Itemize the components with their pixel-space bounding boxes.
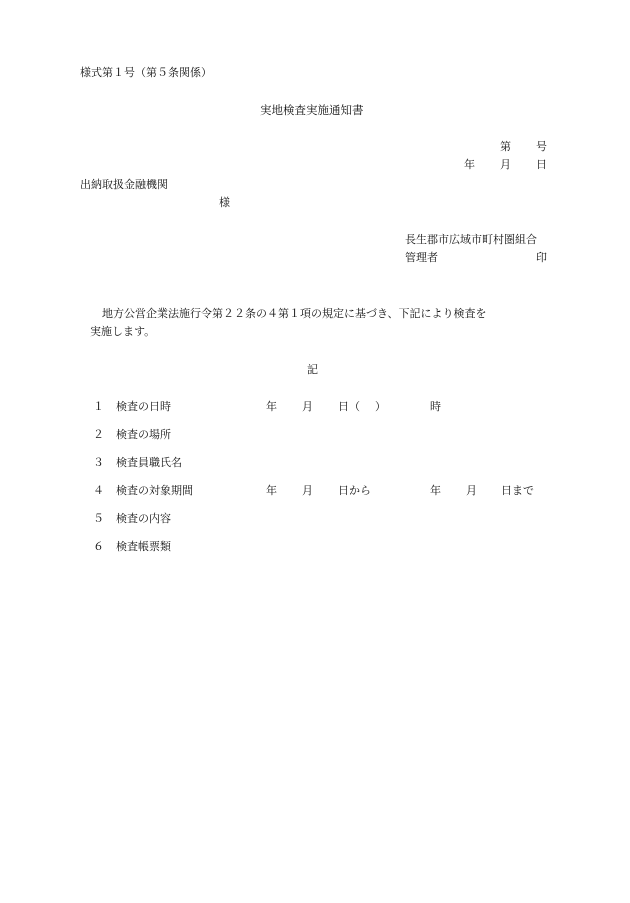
item-number: ３: [93, 456, 104, 469]
item-number: ６: [93, 540, 104, 553]
item-label: 検査の対象期間: [116, 484, 193, 497]
item-4-end-month: 月: [466, 484, 477, 497]
item-4-start-month: 月: [302, 484, 313, 497]
recipient-name: 出納取扱金融機関: [80, 178, 168, 191]
item-4-start-year: 年: [266, 484, 277, 497]
body-line-2: 実施します。: [90, 325, 156, 338]
item-4-end-day: 日まで: [501, 484, 534, 497]
item-4-end-year: 年: [430, 484, 441, 497]
item-number: ４: [93, 484, 104, 497]
item-label: 検査員職氏名: [116, 456, 182, 469]
date-day: 日: [536, 158, 547, 171]
item-1-hour: 時: [430, 400, 441, 413]
item-1-year: 年: [266, 400, 277, 413]
reference-go: 号: [536, 140, 547, 153]
item-1-paren-close: ）: [375, 400, 386, 413]
item-label: 検査の場所: [116, 428, 171, 441]
item-label: 検査の日時: [116, 400, 171, 413]
note-heading: 記: [307, 363, 318, 376]
recipient-honorific: 様: [219, 196, 230, 209]
form-number: 様式第１号（第５条関係）: [80, 66, 212, 79]
item-number: ２: [93, 428, 104, 441]
date-month: 月: [500, 158, 511, 171]
item-label: 検査の内容: [116, 512, 171, 525]
sender-seal: 印: [536, 251, 547, 264]
item-number: １: [93, 400, 104, 413]
body-line-1: 地方公営企業法施行令第２２条の４第１項の規定に基づき、下記により検査を: [102, 307, 487, 320]
item-1-month: 月: [302, 400, 313, 413]
item-number: ５: [93, 512, 104, 525]
reference-dai: 第: [500, 140, 511, 153]
item-4-start-day: 日から: [338, 484, 371, 497]
item-label: 検査帳票類: [116, 540, 171, 553]
date-year: 年: [464, 158, 475, 171]
item-1-day-open: 日（: [338, 400, 360, 413]
document-title: 実地検査実施通知書: [260, 103, 364, 117]
sender-organization: 長生郡市広域市町村圏組合: [405, 233, 537, 246]
sender-title: 管理者: [405, 251, 438, 264]
